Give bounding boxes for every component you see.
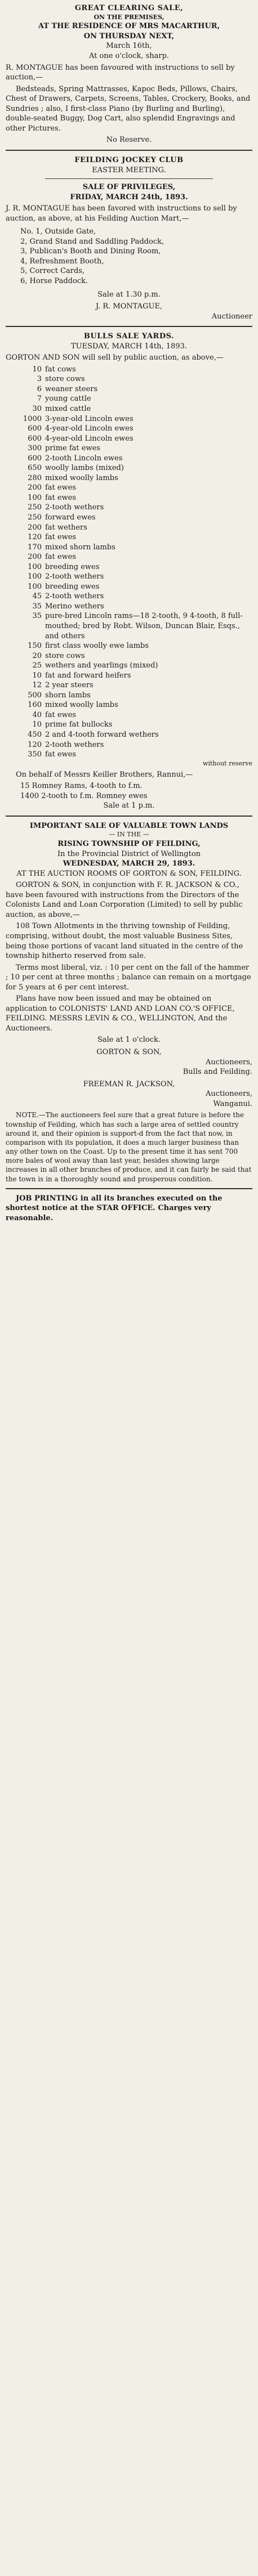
auctioneer-place: Wanganui.	[213, 1099, 252, 1108]
ad-items: Bedsteads, Spring Mattrasses, Kapoc Beds, Pillows, Chairs, Chest of Drawers, Carpets, Screens, Tables, Crockery, Books, and Sundries ; also, I first-class Piano (by Burling and Burling), double-seated Buggy, Dog Cart, also splendid Engravings and other Pictures.	[6, 84, 251, 133]
stock-description: store cows	[45, 375, 85, 384]
stock-description: mixed woolly lambs	[45, 701, 118, 710]
divider	[45, 178, 213, 179]
behalf-line: On behalf of Messrs Keiller Brothers, Rannui,—	[16, 770, 193, 779]
stock-description: fat wethers	[45, 523, 87, 532]
stock-quantity: 600	[28, 424, 42, 433]
without-reserve-note: without reserve	[203, 759, 252, 767]
stock-description: wethers and yearlings (mixed)	[45, 661, 158, 670]
auctioneer-signature: FREEMAN R. JACKSON,	[83, 1079, 175, 1088]
ad-date: WEDNESDAY, MARCH 29, 1893.	[63, 859, 195, 868]
bulls-sale-ad	[6, 331, 252, 811]
stock-quantity: 100	[28, 582, 42, 591]
behalf-item: 15 Romney Rams, 4-tooth to f.m.	[20, 782, 143, 791]
ad-date: March 16th,	[106, 42, 152, 51]
stock-description: forward ewes	[45, 513, 96, 522]
stock-description: 4-year-old Lincoln ewes	[45, 434, 134, 443]
town-lands-ad	[6, 821, 252, 1184]
ad-subline: AT THE RESIDENCE OF MRS MACARTHUR,	[38, 22, 220, 31]
stock-description: young cattle	[45, 395, 91, 404]
ad-body: JOB PRINTING in all its branches executed on the shortest notice at the STAR OFFICE. Charges very reasonable.	[6, 1194, 223, 1222]
stock-quantity: 120	[28, 740, 42, 749]
stock-description: Merino wethers	[45, 602, 104, 611]
ad-title: SALE OF PRIVILEGES,	[82, 183, 176, 192]
ad-date: FRIDAY, MARCH 24th, 1893.	[70, 192, 188, 201]
stock-quantity: 650	[28, 464, 42, 473]
stock-quantity: 25	[32, 661, 42, 670]
stock-quantity: 600	[28, 434, 42, 443]
stock-quantity: 12	[32, 681, 42, 690]
stock-quantity: 45	[32, 592, 42, 601]
divider	[6, 816, 252, 817]
ad-title: GREAT CLEARING SALE,	[74, 4, 184, 12]
stock-description: breeding ewes	[45, 582, 100, 591]
ad-in-the: — IN THE —	[109, 831, 149, 839]
stock-quantity: 100	[28, 562, 42, 571]
stock-description: breeding ewes	[45, 562, 100, 571]
ad-body: 108 Town Allotments in the thriving township of Feilding, comprising, without doubt, the most valuable Business Sites, being those portions of vacant land situated in the centre of the township hitherto reserved from sale.	[6, 922, 243, 961]
stock-quantity: 100	[28, 572, 42, 581]
auctioneer-role: Auctioneer	[211, 312, 252, 321]
stock-description: weaner steers	[45, 384, 98, 393]
ad-body: GORTON & SON, in conjunction with F. R. JACKSON & CO., have been favoured with instructions from the Directors of the Colonists Land and Loan Corporation (Limited) to sell by public auction, as above,—	[6, 881, 243, 919]
clearing-sale-ad	[6, 3, 252, 145]
stock-description: store cows	[45, 651, 85, 660]
stock-quantity: 200	[28, 553, 42, 562]
ad-time: At one o'clock, sharp.	[88, 52, 170, 61]
stock-description: fat ewes	[45, 710, 77, 719]
stock-description: mixed shorn lambs	[45, 543, 115, 552]
stock-description: pure-bred Lincoln rams—18 2-tooth, 9 4-tooth, 8 full-mouthed; bred by Robt. Wilson, Duncan Blair, Esqs., and others	[45, 612, 243, 640]
list-item: No. 1, Outside Gate,	[20, 227, 96, 236]
stock-description: 3-year-old Lincoln ewes	[45, 414, 134, 423]
stock-quantity: 250	[28, 503, 42, 512]
ad-subline: ON THE PREMISES,	[94, 13, 164, 21]
ad-district: In the Provincial District of Wellington	[57, 849, 201, 858]
ad-terms: Terms most liberal, viz. : 10 per cent on the fall of the hammer ; 10 per cent at three months ; balance can remain on a mortgage for 5 years at 6 per cent interest.	[6, 963, 251, 992]
stock-quantity: 1000	[23, 414, 42, 423]
stock-quantity: 35	[32, 612, 42, 621]
list-item: 6, Horse Paddock.	[20, 276, 88, 285]
privilege-list	[6, 227, 252, 286]
divider	[6, 1188, 252, 1189]
stock-description: fat and forward heifers	[45, 671, 131, 680]
jockey-club-ad	[6, 155, 252, 321]
stock-description: mixed woolly lambs	[45, 473, 118, 482]
list-item: 5, Correct Cards,	[20, 267, 85, 276]
ad-title: BULLS SALE YARDS.	[83, 332, 175, 341]
ad-body: GORTON AND SON will sell by public auction, as above,—	[6, 353, 224, 362]
stock-quantity: 250	[28, 513, 42, 522]
stock-description: 2-tooth wethers	[45, 592, 104, 601]
stock-quantity: 350	[28, 750, 42, 759]
stock-quantity: 120	[28, 533, 42, 542]
auctioneer-signature: GORTON & SON,	[96, 1048, 162, 1057]
stock-quantity: 160	[28, 701, 42, 710]
stock-quantity: 10	[32, 365, 42, 374]
divider	[6, 150, 252, 151]
stock-quantity: 6	[37, 384, 42, 393]
ad-time: Sale at 1 o'clock.	[97, 1036, 161, 1045]
divider	[6, 326, 252, 327]
stock-quantity: 200	[28, 523, 42, 532]
stock-description: 2-tooth wethers	[45, 740, 104, 749]
stock-quantity: 100	[28, 493, 42, 502]
stock-description: 4-year-old Lincoln ewes	[45, 424, 134, 433]
stock-list	[6, 365, 252, 760]
ad-place: AT THE AUCTION ROOMS OF GORTON & SON, FEILDING.	[16, 869, 242, 878]
ad-title: IMPORTANT SALE OF VALUABLE TOWN LANDS	[29, 821, 229, 830]
stock-description: fat ewes	[45, 750, 77, 759]
stock-description: fat cows	[45, 365, 76, 374]
stock-quantity: 300	[28, 444, 42, 453]
stock-quantity: 10	[32, 720, 42, 729]
stock-description: prime fat bullocks	[45, 720, 113, 729]
ad-club: FEILDING JOCKEY CLUB	[74, 155, 184, 164]
list-item: 4, Refreshment Booth,	[20, 257, 104, 266]
stock-quantity: 10	[32, 671, 42, 680]
stock-description: fat ewes	[45, 493, 77, 502]
stock-quantity: 7	[37, 395, 42, 404]
auctioneer-role: Auctioneers,	[205, 1090, 252, 1099]
ad-time: Sale at 1 p.m.	[103, 801, 155, 810]
stock-description: fat ewes	[45, 483, 77, 492]
ad-township: RISING TOWNSHIP OF FEILDING,	[57, 840, 201, 849]
stock-description: fat ewes	[45, 533, 77, 542]
stock-description: 2-tooth wethers	[45, 503, 104, 512]
stock-description: first class woolly ewe lambs	[45, 642, 149, 651]
stock-description: fat ewes	[45, 553, 77, 562]
stock-quantity: 170	[28, 543, 42, 552]
stock-description: 2-tooth Lincoln ewes	[45, 454, 123, 463]
auctioneer-signature: J. R. MONTAGUE,	[95, 302, 163, 311]
stock-description: 2 and 4-tooth forward wethers	[45, 731, 159, 740]
stock-description: 2-tooth wethers	[45, 572, 104, 581]
ad-note: NOTE.—The auctioneers feel sure that a great future is before the township of Feilding, which has such a large area of settled country around it, and their opinion is support-d from the fact that now, in comparison with its population, it does a much larger business than any other town on the Coast. Up to the present time it has sent 700 more bales of wool away than last year, besides showing large increases in all other branches of produce, and it can fairly be said that the town is in a thoroughly sound and prosperous condition.	[6, 1111, 252, 1183]
stock-quantity: 3	[37, 375, 42, 384]
stock-quantity: 600	[28, 454, 42, 463]
ad-reserve: No Reserve.	[106, 136, 152, 145]
stock-quantity: 40	[32, 710, 42, 719]
stock-quantity: 450	[28, 731, 42, 740]
stock-quantity: 500	[28, 691, 42, 700]
ad-time: Sale at 1.30 p.m.	[97, 290, 161, 299]
ad-body: J. R. MONTAGUE has been favored with instructions to sell by auction, as above, at his Feilding Auction Mart,—	[6, 204, 237, 223]
ad-date: TUESDAY, MARCH 14th, 1893.	[70, 342, 187, 351]
job-printing-ad	[6, 1194, 252, 1224]
stock-quantity: 35	[32, 602, 42, 611]
stock-description: shorn lambs	[45, 691, 91, 700]
stock-quantity: 280	[28, 473, 42, 482]
newspaper-column	[0, 0, 258, 1223]
stock-quantity: 30	[32, 404, 42, 413]
stock-description: woolly lambs (mixed)	[45, 464, 124, 473]
list-item: 3, Publican's Booth and Dining Room,	[20, 247, 161, 256]
stock-quantity: 150	[28, 642, 42, 651]
ad-body: R. MONTAGUE has been favoured with instructions to sell by auction,—	[6, 63, 235, 82]
ad-meeting: EASTER MEETING.	[92, 165, 166, 174]
stock-quantity: 200	[28, 483, 42, 492]
list-item: 2, Grand Stand and Saddling Paddock,	[20, 237, 164, 246]
auctioneer-place: Bulls and Feilding.	[183, 1068, 252, 1077]
ad-subline: ON THURSDAY NEXT,	[83, 32, 175, 41]
stock-description: mixed cattle	[45, 404, 91, 413]
stock-description: prime fat ewes	[45, 444, 100, 453]
stock-quantity: 20	[32, 651, 42, 660]
ad-plans: Plans have now been issued and may be obtained on application to COLONISTS' LAND AND LOAN CO.'S OFFICE, FEILDING. MESSRS LEVIN & CO., WELLINGTON, And the Auctioneers.	[6, 994, 235, 1033]
behalf-item: 1400 2-tooth to f.m. Romney ewes	[20, 791, 148, 800]
stock-description: 2 year steers	[45, 681, 94, 690]
auctioneer-role: Auctioneers,	[205, 1058, 252, 1067]
